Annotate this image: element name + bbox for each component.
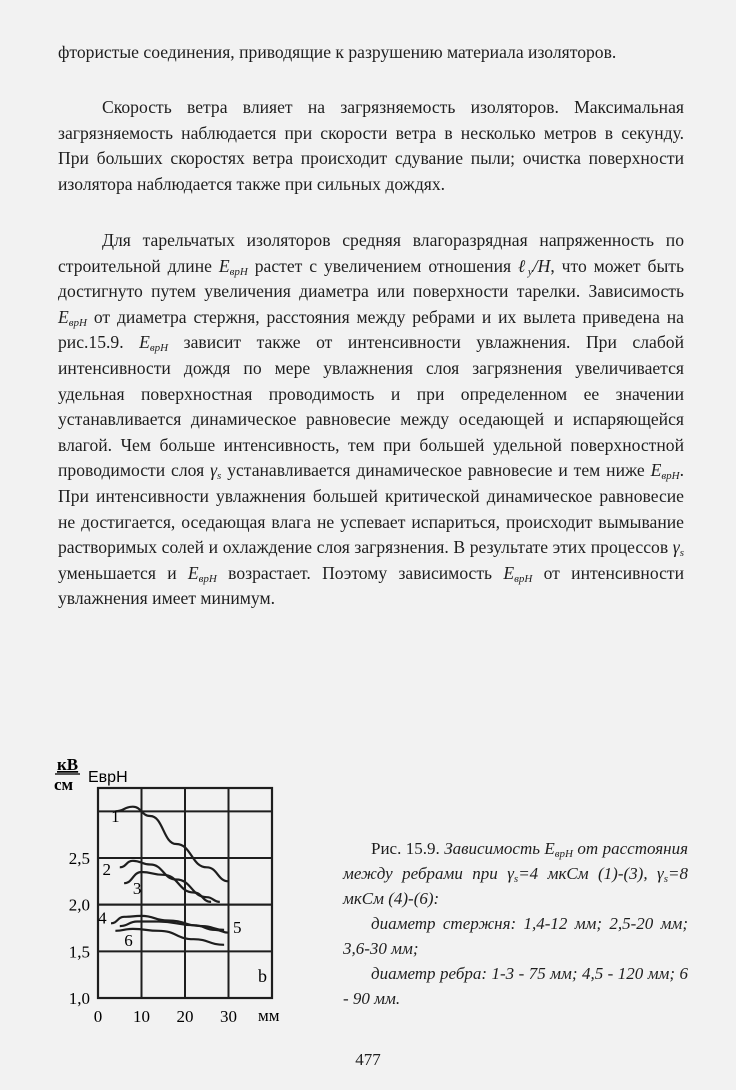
- x-tick-label: 30: [220, 1007, 237, 1026]
- caption-rod-diameters: диаметр стержня: 1,4-12 мм; 2,5-20 мм; 3,6-30 мм;: [343, 914, 688, 958]
- page-number: 477: [355, 1050, 381, 1069]
- series-label-2: 2: [102, 860, 111, 880]
- symbol-e-vrn: $E_{врН}$: [218, 255, 248, 278]
- x-tick-label: 20: [176, 1007, 194, 1026]
- caption-title: Рис. 15.9. Зависимость $E_{врН}$ от расстояния между ребрами при $\gamma_s=4$ мкСм (1)-(3), $\gamma_s=8$ мкСм (4)-(6):: [343, 839, 688, 908]
- caption-rib-diameters: диаметр ребра: 1-3 - 75 мм; 4,5 - 120 мм; 6 - 90 мм.: [343, 964, 688, 1008]
- symbol-e-vrn: $E_{врН}$: [139, 332, 169, 355]
- y-tick-label: 2,5: [68, 849, 90, 868]
- series-label-6: 6: [124, 931, 133, 951]
- paragraph-1-text: фтористые соединения, приводящие к разрушению материала изоляторов.: [58, 42, 617, 62]
- x-axis-label: мм: [258, 1006, 280, 1025]
- series-label-3: 3: [132, 878, 142, 898]
- x-tick-label: 10: [133, 1007, 150, 1026]
- figure-caption: [343, 836, 688, 1011]
- unit-numerator: кВ: [57, 755, 79, 774]
- figure-15-9: [40, 740, 300, 1030]
- symbol-e-vrn: $E_{врН}$: [58, 306, 87, 329]
- symbol-e-vrn: $E_{врН}$: [187, 562, 217, 585]
- y-tick-label: 1,0: [68, 989, 90, 1008]
- paragraph-2: [58, 95, 684, 197]
- chart-e-vs-rib-distance: [40, 740, 300, 1030]
- series-label-4: 4: [98, 908, 107, 928]
- chart-labels-group: [69, 807, 242, 1026]
- chart-grid: [98, 788, 272, 998]
- corner-label: b: [258, 966, 267, 986]
- y-tick-label: 2,0: [68, 895, 90, 915]
- symbol-e-vrn: $E_{врН}$: [650, 460, 680, 483]
- series-label-5: 5: [232, 918, 242, 938]
- y-axis-label: EврН: [88, 769, 128, 786]
- series-line-1: [115, 807, 228, 882]
- unit-denominator: см: [54, 775, 74, 794]
- caption-symbol-e: $E_{врН}$: [544, 839, 573, 860]
- paragraph-2-text: Скорость ветра влияет на загрязняемость изоляторов. Максимальная загрязняемость наблюдается при скорости ветра в несколько метров в секунду. При больших скоростях ветра происходит сдувание пыли; очистка поверхности изолятора наблюдается также при сильных дождях.: [58, 97, 684, 194]
- paragraph-3-text: Для тарельчатых изоляторов средняя влагоразрядная напряженность по строительной длине $E_{врН}$ растет с увеличением отношения ℓ$_у$/H, что может быть достигнуто путем увеличения диаметра или поверхности тарелки. Зависимость $E_{врН}$ от диаметра стержня, расстояния между ребрами и их вылета приведена на рис.15.9. $E_{врН}$ зависит также от интенсивности увлажнения. При слабой интенсивности дождя по мере увлажнения слоя загрязнения увеличивается удельная поверхностная проводимость и при определенном ее значении устанавливается динамическое равновесие между оседающей и испаряющейся влагой. Чем больше интенсивность, тем при большей удельной поверхностной проводимости слоя $\gamma_s$ устанавливается динамическое равновесие и тем ниже $E_{врН}$. При интенсивности увлажнения большей критической динамическое равновесие не достигается, оседающая влага не успевает испариться, происходит вымывание растворимых солей и охлаждение слоя загрязнения. В результате этих процессов $\gamma_s$ уменьшается и $E_{врН}$ возрастает. Поэтому зависимость $E_{врН}$ от интенсивности увлажнения имеет минимум.: [58, 230, 684, 609]
- y-tick-label: 1,5: [68, 942, 90, 962]
- symbol-gamma: $\gamma_s$: [210, 460, 222, 483]
- x-tick-label: 0: [93, 1007, 103, 1026]
- series-label-1: 1: [111, 807, 120, 826]
- paragraph-3: [58, 228, 684, 612]
- symbol-e-vrn: $E_{врН}$: [503, 562, 533, 585]
- symbol-ratio: ℓ$_у$/H: [518, 255, 551, 278]
- chart-series-group: [111, 807, 229, 945]
- paragraph-1: [58, 40, 684, 66]
- symbol-gamma: $\gamma_s$: [672, 537, 684, 560]
